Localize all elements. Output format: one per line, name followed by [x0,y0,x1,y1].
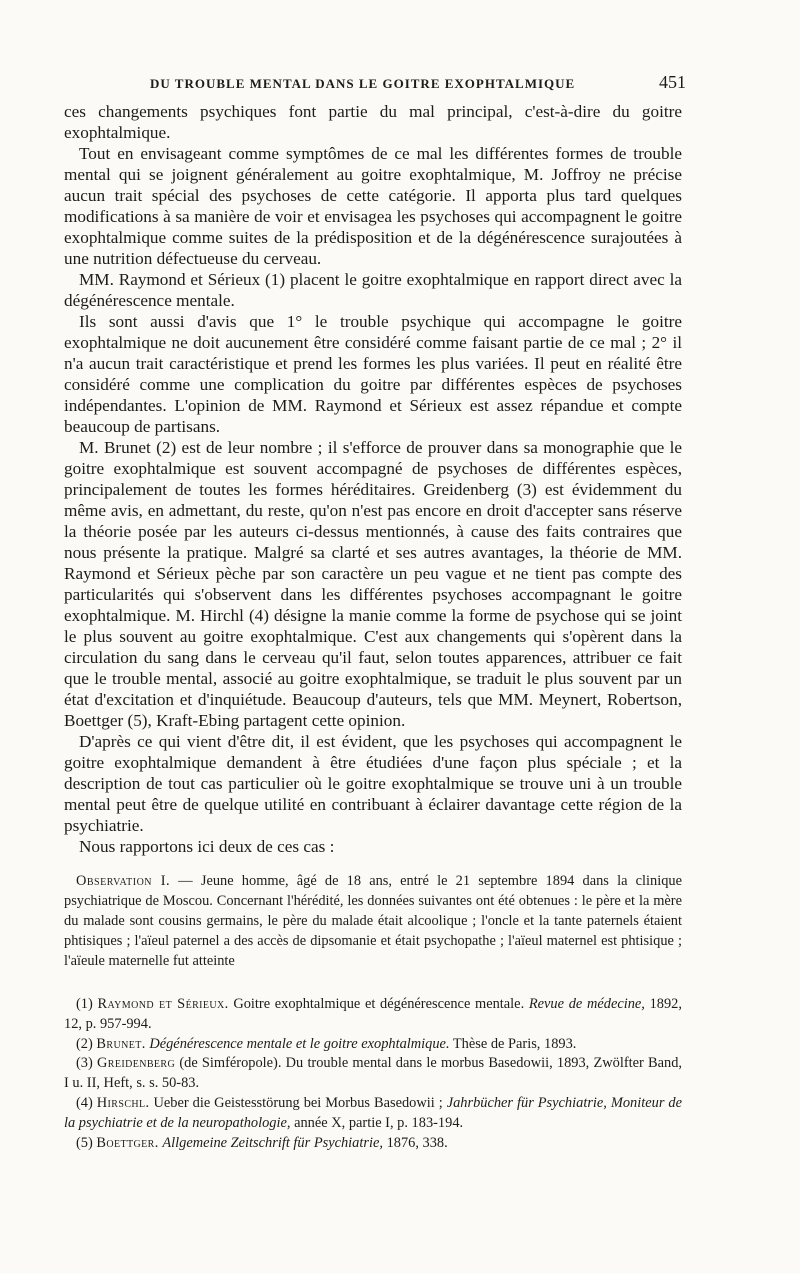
footnote-5: (5) Boettger. Allgemeine Zeitschrift für Psychiatrie, 1876, 338. [76,1134,448,1151]
observation-text: — Jeune homme, âgé de 18 ans, entré le 21 septembre 1894 dans la clinique psychiatrique de Moscou. Concernant l'hérédité, les données suivantes ont été obtenues : le père et la mère du malade sont cousins germains, le père du malade était alcoolique ; l'oncle et la tante paternels étaient phtisiques ; l'aïeul paternel a des accès de dipsomanie et était psychopathe ; l'aïeul maternel est phtisique ; l'aïeule maternelle fut atteinte [64,873,682,969]
paragraph-3: MM. Raymond et Sérieux (1) placent le goitre exophtalmique en rapport direct avec la dégénérescence mentale. [64,270,682,310]
footnote-3: (3) Greidenberg (de Simféropole). Du trouble mental dans le morbus Basedowii, 1893, Zwölfter Band, I u. II, Heft, s. s. 50-83. [64,1055,682,1092]
paragraph-7: Nous rapportons ici deux de ces cas : [79,837,335,856]
footnote-2: (2) Brunet. Dégénérescence mentale et le goitre exophtalmique. Thèse de Paris, 1893. [76,1035,577,1052]
footnotes [64,995,682,1153]
running-title: DU TROUBLE MENTAL DANS LE GOITRE EXOPHTALMIQUE [150,76,576,91]
observation-1 [64,871,682,971]
paragraph-6: D'après ce qui vient d'être dit, il est évident, que les psychoses qui accompagnent le goitre exophtalmique demandent à être étudiées d'une façon plus spéciale ; et la description de tout cas particulier où le goitre exophtalmique se trouve uni à un trouble mental peut être de quelque utilité en contribuant à éclairer davantage cette région de la psychiatrie. [64,732,682,835]
paragraph-1: ces changements psychiques font partie du mal principal, c'est-à-dire du goitre exophtalmique. [64,102,682,142]
footnote-1: (1) Raymond et Sérieux. Goitre exophtalmique et dégénérescence mentale. Revue de médecine, 1892, 12, p. 957-994. [64,996,682,1032]
paragraph-4: Ils sont aussi d'avis que 1° le trouble psychique qui accompagne le goitre exophtalmique ne doit aucunement être considéré comme faisant partie de ce mal ; 2° il n'a aucun trait caractéristique et prend les formes les plus variées. Il peut en réalité être considéré comme une complication du goitre par différentes espèces de psychoses indépendantes. L'opinion de MM. Raymond et Sérieux est assez répandue et compte beaucoup de partisans. [64,312,682,436]
observation-title: Observation I. [76,873,171,889]
page-header [64,72,686,93]
paragraph-2: Tout en envisageant comme symptômes de ce mal les différentes formes de trouble mental qui se joignent généralement au goitre exophtalmique, M. Joffroy ne précise aucun trait spécial des psychoses de cette catégorie. Il apporta plus tard quelques modifications à sa manière de voir et envisagea les psychoses qui accompagnent le goitre exophtalmique comme suites de la prédisposition et de la dégénérescence surajoutées à une nutrition défectueuse du cerveau. [64,144,682,268]
footnote-4: (4) Hirschl. Ueber die Geistesstörung bei Morbus Basedowii ; Jahrbücher für Psychiatrie, Moniteur de la psychiatrie et de la neuropathologie, année X, partie I, p. 183-194. [64,1094,682,1131]
page-number: 451 [659,72,686,92]
page [64,72,686,1153]
paragraph-5: M. Brunet (2) est de leur nombre ; il s'efforce de prouver dans sa monographie que le goitre exophtalmique est souvent accompagné de psychoses de différentes espèces, principalement de toutes les formes héréditaires. Greidenberg (3) est évidemment du même avis, en admettant, du reste, qu'on n'est pas encore en droit d'accepter sans réserve la théorie posée par les auteurs ci-dessus mentionnés, à cause des faits contraires que nous présente la pratique. Malgré sa clarté et ses autres avantages, la théorie de MM. Raymond et Sérieux pèche par son caractère un peu vague et ne tient pas compte des particularités qui s'observent dans les différentes psychoses accompagnant le goitre exophtalmique. M. Hirchl (4) désigne la manie comme la forme de psychose qui se joint le plus souvent au goitre exophtalmique. C'est aux changements qui s'opèrent dans la circulation du sang dans le cerveau qu'il faut, selon toutes apparences, attribuer ce fait que le trouble mental, associé au goitre exophtalmique, se traduit le plus souvent par un état d'excitation et d'inquiétude. Beaucoup d'auteurs, tels que MM. Meynert, Robertson, Boettger (5), Kraft-Ebing partagent cette opinion. [64,438,682,730]
